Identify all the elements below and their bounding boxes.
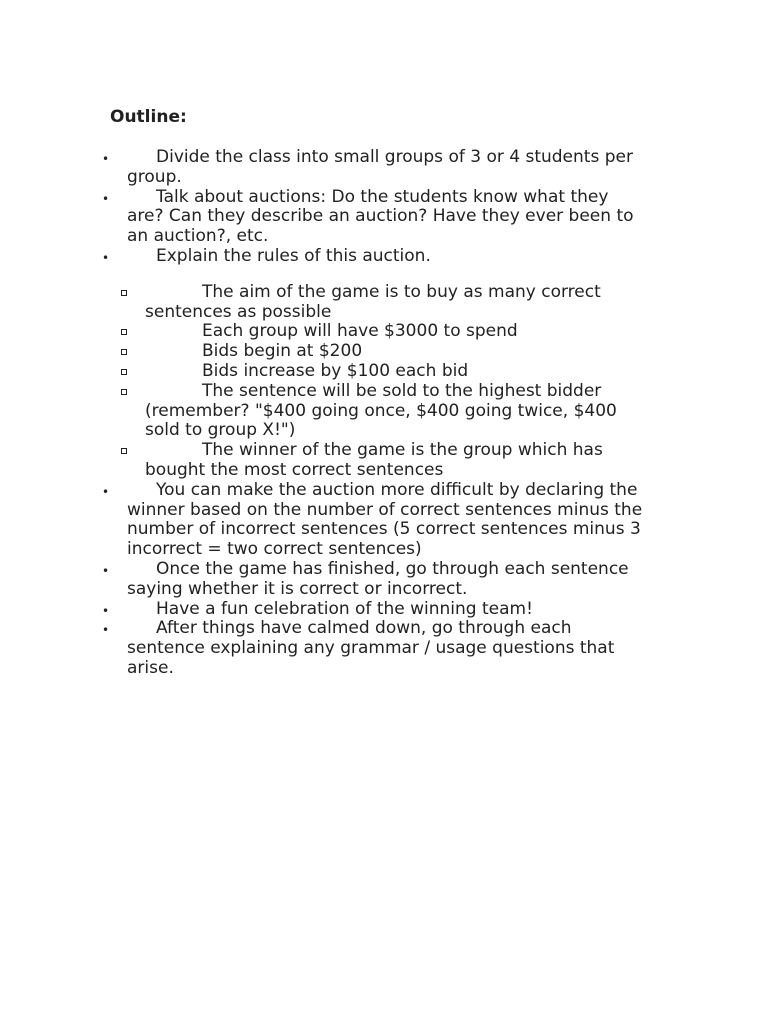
square-bullet-icon (121, 329, 127, 335)
list-item-text: Divide the class into small groups of 3 or 4 students per group. (127, 147, 633, 187)
sub-item-highest-bidder (0, 382, 650, 441)
list-item-celebration (0, 600, 647, 620)
list-item-text: Talk about auctions: Do the students know what they are? Can they describe an auction? Have they ever been to an auction?, etc. (127, 186, 634, 247)
sub-item-text: Each group will have $3000 to spend (202, 321, 518, 342)
list-item-difficulty (0, 481, 647, 560)
square-bullet-icon (121, 290, 127, 296)
list-item-text: Once the game has finished, go through each sentence saying whether it is correct or incorrect. (127, 558, 629, 599)
bullet-icon: • (102, 152, 110, 166)
bullet-icon: • (102, 250, 110, 265)
bullet-icon: • (102, 563, 110, 578)
list-item-text: You can make the auction more difficult by declaring the winner based on the number of correct sentences minus the number of incorrect sentences (5 correct sentences minus 3 incorrect = two correct sentences) (127, 479, 643, 560)
outline-heading: Outline: (110, 107, 187, 127)
square-bullet-icon (121, 389, 127, 395)
sub-item-bids-increase (0, 362, 650, 382)
bullet-icon: • (102, 623, 110, 638)
sub-item-text: The winner of the game is the group which has bought the most correct sentences (145, 440, 603, 480)
sub-item-text: Bids increase by $100 each bid (202, 360, 469, 381)
list-item-text: Have a fun celebration of the winning team! (156, 598, 533, 619)
sub-item-aim (0, 283, 650, 323)
list-item-grammar-review (0, 619, 647, 678)
sub-item-text: Bids begin at $200 (202, 341, 363, 362)
square-bullet-icon (121, 369, 127, 375)
list-item-text: Explain the rules of this auction. (156, 245, 431, 266)
square-bullet-icon (121, 448, 127, 454)
sub-item-bids-begin (0, 342, 650, 362)
bullet-icon: • (102, 484, 110, 499)
outline-list (0, 148, 768, 679)
list-item-game-finished (0, 560, 647, 600)
list-item-divide-groups (0, 148, 647, 188)
bullet-icon: • (102, 603, 110, 618)
square-bullet-icon (121, 349, 127, 355)
list-item-text: After things have calmed down, go through each sentence explaining any grammar / usage questions that arise. (127, 618, 615, 678)
sub-item-budget (0, 322, 650, 342)
sub-item-text: The sentence will be sold to the highest bidder (remember? "$400 going once, $400 going twice, $400 sold to group X!") (145, 380, 617, 441)
bullet-icon: • (102, 191, 110, 206)
list-item-explain-rules (0, 247, 647, 267)
sub-item-winner (0, 441, 650, 481)
list-item-talk-auctions (0, 188, 647, 247)
sub-item-text: The aim of the game is to buy as many correct sentences as possible (145, 281, 601, 322)
